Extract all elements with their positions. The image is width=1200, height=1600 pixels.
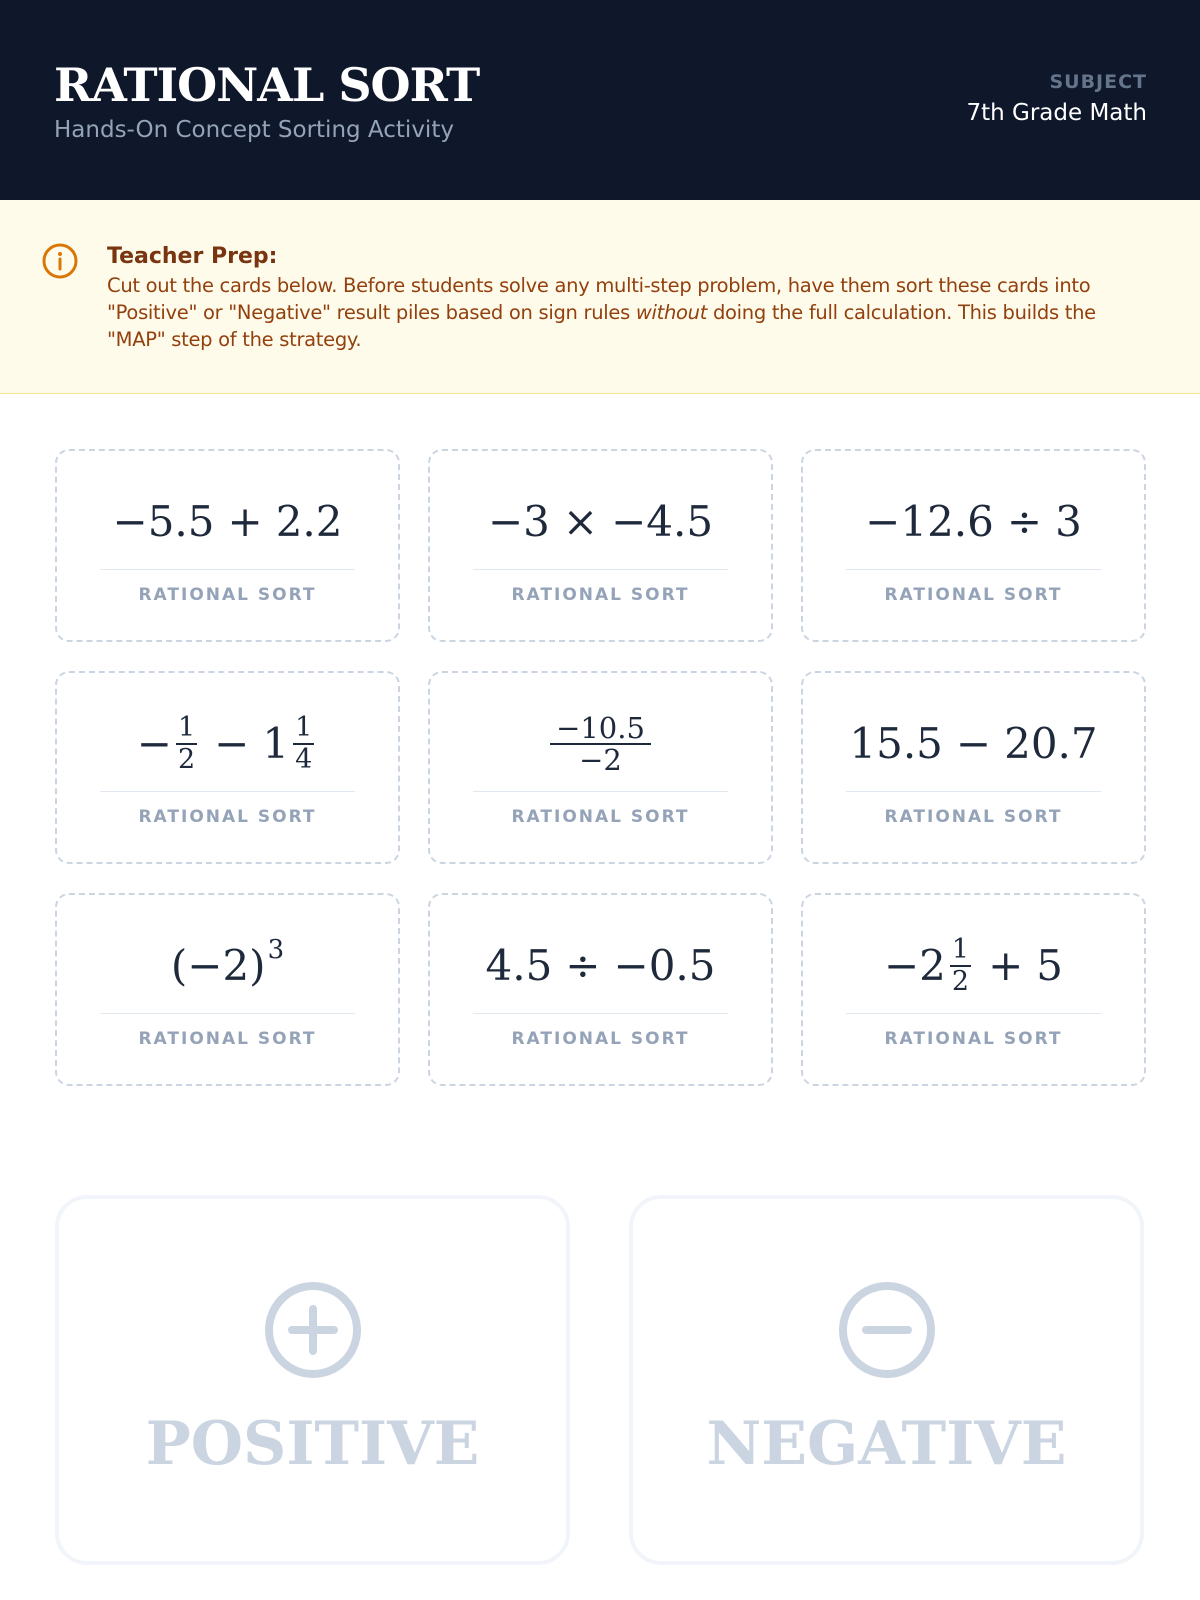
info-icon: [41, 242, 79, 280]
sort-card[interactable]: [428, 893, 773, 1086]
subject-value: 7th Grade Math: [966, 100, 1147, 126]
subject-label: SUBJECT: [1049, 71, 1147, 93]
card-label: RATIONAL SORT: [138, 1029, 317, 1049]
negative-bin-label: NEGATIVE: [706, 1409, 1067, 1479]
notice-body-text: Cut out the cards below. Before students solve any multi-step problem, have them sort these cards into "Positive" or "Negative" result piles based on sign rules: [107, 274, 1091, 324]
sort-card[interactable]: [801, 893, 1146, 1086]
sort-card[interactable]: [801, 671, 1146, 864]
card-expression: −12.6 ÷ 3: [865, 497, 1082, 546]
card-label: RATIONAL SORT: [884, 1029, 1063, 1049]
sort-card[interactable]: [55, 671, 400, 864]
card-divider: [473, 1013, 728, 1014]
sort-card[interactable]: [801, 449, 1146, 642]
card-divider: [100, 569, 355, 570]
card-divider: [846, 1013, 1101, 1014]
card-expression: (−2) 3: [170, 935, 285, 990]
plus-circle-icon: [264, 1281, 362, 1379]
card-label: RATIONAL SORT: [138, 807, 317, 827]
header-banner: [0, 0, 1200, 200]
sort-card[interactable]: [55, 449, 400, 642]
card-expression: $\frac{-10.5}{-2}$: [430, 699, 771, 789]
notice-body-text-end: doing the full calculation. This builds the "MAP" step of the strategy.: [107, 301, 1096, 351]
card-label: RATIONAL SORT: [884, 585, 1063, 605]
card-expression: −3 × −4.5: [487, 497, 714, 546]
card-label: RATIONAL SORT: [511, 585, 690, 605]
positive-bin[interactable]: [55, 1195, 570, 1565]
card-divider: [100, 791, 355, 792]
card-label: RATIONAL SORT: [138, 585, 317, 605]
card-expression: −5.5 + 2.2: [112, 497, 343, 546]
sort-card[interactable]: [428, 671, 773, 864]
card-divider: [473, 791, 728, 792]
sort-card[interactable]: [55, 893, 400, 1086]
card-expression: 4.5 ÷ −0.5: [485, 941, 716, 990]
card-divider: [100, 1013, 355, 1014]
sort-card[interactable]: [428, 449, 773, 642]
card-expression: 15.5 − 20.7: [849, 719, 1098, 768]
page-title: RATIONAL SORT: [54, 58, 480, 112]
card-label: RATIONAL SORT: [511, 807, 690, 827]
card-divider: [473, 569, 728, 570]
card-divider: [846, 791, 1101, 792]
card-divider: [846, 569, 1101, 570]
notice-title: Teacher Prep:: [107, 244, 278, 269]
card-expression: − $\frac{1}{2}$ − 1 $\frac{1}{4}$: [136, 712, 313, 775]
notice-body: [107, 272, 1157, 353]
page-subtitle: Hands-On Concept Sorting Activity: [54, 117, 454, 143]
card-label: RATIONAL SORT: [511, 1029, 690, 1049]
notice-emphasis: without: [635, 301, 708, 324]
card-expression: −2 $\frac{1}{2}$ + 5: [883, 934, 1064, 997]
card-label: RATIONAL SORT: [884, 807, 1063, 827]
minus-circle-icon: [838, 1281, 936, 1379]
negative-bin[interactable]: [629, 1195, 1144, 1565]
positive-bin-label: POSITIVE: [145, 1409, 480, 1479]
